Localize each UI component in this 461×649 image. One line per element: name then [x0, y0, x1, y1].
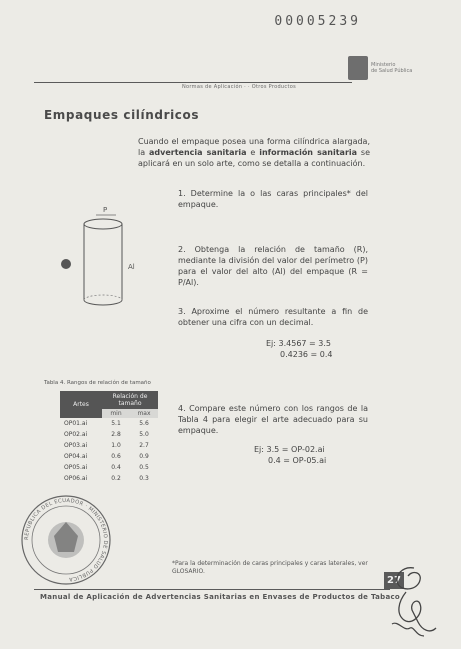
logo-mark-icon — [348, 56, 368, 80]
logo-text-line2: de Salud Pública — [371, 68, 413, 74]
header-artes: Artes — [60, 391, 102, 418]
example-step-4: Ej: 3.5 = OP-02.ai 0.4 = OP-05.ai — [254, 445, 327, 465]
intro-bold-advertencia: advertencia sanitaria — [149, 148, 247, 157]
height-label: Al — [128, 263, 135, 271]
intro-bold-informacion: información sanitaria — [259, 148, 358, 157]
official-stamp — [18, 492, 114, 588]
perimeter-label: P — [103, 206, 108, 214]
table-row: OP06.ai 0.2 0.3 — [64, 475, 149, 482]
bullet-dot-icon — [61, 259, 71, 269]
range-table — [60, 391, 158, 484]
intro-paragraph: Cuando el empaque posea una forma cilíndrica alargada, la advertencia sanitaria e información sanitaria se aplicará en un solo arte, como se detalla a continuación. — [138, 137, 370, 168]
cylinder-diagram — [56, 204, 166, 314]
document-number: 00005239 — [274, 14, 361, 29]
footnote: *Para la determinación de caras principales y caras laterales, ver GLOSARIO. — [172, 560, 368, 575]
header-max: max — [130, 409, 158, 418]
footer-divider — [34, 589, 390, 590]
header-min: min — [102, 409, 130, 418]
step-2: 2. Obtenga la relación de tamaño (R), mediante la división del valor del perímetro (P) para el valor del alto (Al) del empaque (R = P/Al). — [178, 245, 368, 287]
page-number: 27 — [384, 572, 404, 589]
step-4: 4. Compare este número con los rangos de la Tabla 4 para elegir el arte adecuado para su empaque. — [178, 404, 368, 435]
step-1: 1. Determine la o las caras principales* del empaque. — [178, 189, 368, 209]
table-caption: Tabla 4. Rangos de relación de tamaño — [44, 380, 151, 386]
table-row: OP01.ai 5.1 5.6 — [64, 420, 149, 427]
header-divider — [34, 82, 352, 83]
table-row: OP04.ai 0.6 0.9 — [64, 453, 149, 460]
table-row: OP02.ai 2.8 5.0 — [64, 431, 149, 438]
svg-text:REPUBLICA DEL ECUADOR · MINIST: REPUBLICA DEL ECUADOR · MINISTERIO DE SALUD PUBLICA — [23, 497, 109, 582]
footer-title: Manual de Aplicación de Advertencias Sanitarias en Envases de Productos de Tabaco — [40, 593, 401, 601]
ministry-logo — [348, 56, 418, 82]
header-relacion: Relación de tamaño — [102, 391, 158, 409]
handwritten-signature — [384, 562, 446, 644]
step-3: 3. Aproxime el número resultante a fin de obtener una cifra con un decimal. — [178, 307, 368, 327]
table-row: OP05.ai 0.4 0.5 — [64, 464, 149, 471]
header-subtitle: Normas de Aplicación · · Otros Productos — [182, 84, 296, 90]
section-title: Empaques cilíndricos — [44, 108, 200, 122]
example-step-3: Ej: 3.4567 = 3.5 0.4236 = 0.4 — [266, 339, 333, 359]
logo-text-line1: Ministerio — [371, 62, 396, 68]
table-row: OP03.ai 1.0 2.7 — [64, 442, 149, 449]
